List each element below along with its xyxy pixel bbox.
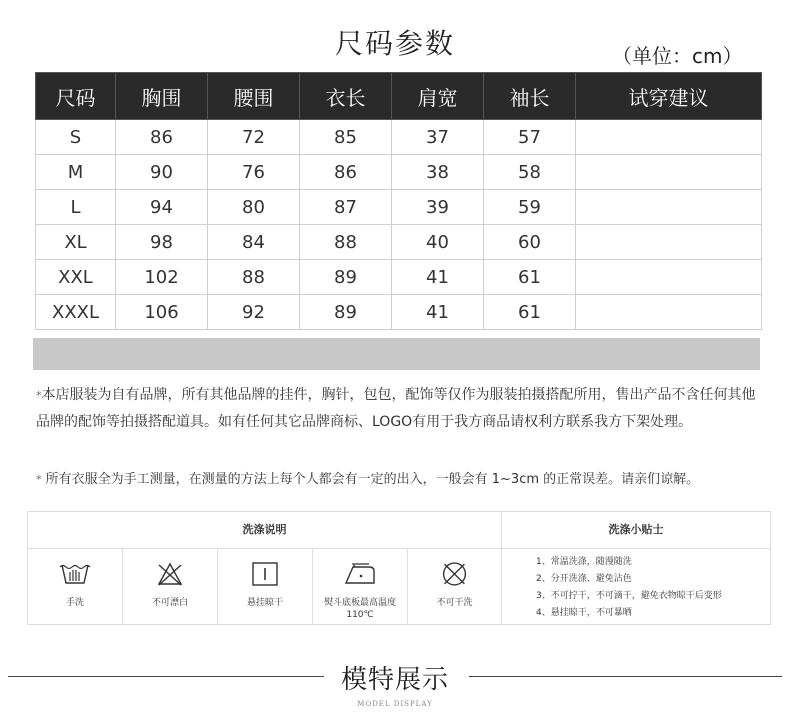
cell-size: L — [36, 190, 116, 225]
table-row — [36, 260, 762, 295]
cell-size: S — [36, 120, 116, 155]
cell-waist: 72 — [208, 120, 300, 155]
cell-fit-advice — [576, 155, 762, 190]
cell-length: 89 — [300, 295, 392, 330]
cell-sleeve: 61 — [484, 260, 576, 295]
cell-length: 85 — [300, 120, 392, 155]
cell-chest: 90 — [116, 155, 208, 190]
unit-label: （单位：cm） — [612, 44, 743, 68]
size-table — [35, 72, 762, 330]
wash-item-hand-wash — [28, 549, 123, 624]
cell-size: XXL — [36, 260, 116, 295]
cell-chest: 86 — [116, 120, 208, 155]
table-row — [36, 295, 762, 330]
iron-icon — [313, 559, 407, 589]
gray-divider-band — [33, 338, 760, 370]
wash-label: 熨斗底板最高温度110℃ — [323, 598, 396, 620]
cell-waist: 92 — [208, 295, 300, 330]
cell-fit-advice — [576, 225, 762, 260]
list-item: 1、常温洗涤，随漫随洗 — [536, 557, 632, 567]
header-sleeve: 袖长 — [484, 73, 576, 120]
cell-sleeve: 58 — [484, 155, 576, 190]
note-star: * — [36, 389, 42, 402]
cell-chest: 106 — [116, 295, 208, 330]
cell-waist: 80 — [208, 190, 300, 225]
wash-item-hang-dry — [218, 549, 313, 624]
section-title: 模特展示 — [340, 665, 449, 695]
cell-fit-advice — [576, 190, 762, 225]
no-dry-clean-icon — [408, 559, 501, 589]
cell-shoulder: 41 — [392, 295, 484, 330]
cell-length: 89 — [300, 260, 392, 295]
header-size: 尺码 — [36, 73, 116, 120]
cell-size: M — [36, 155, 116, 190]
wash-label: 不可干洗 — [436, 598, 473, 608]
measurement-note — [36, 467, 776, 493]
cell-chest: 94 — [116, 190, 208, 225]
no-bleach-icon — [123, 559, 217, 589]
cell-waist: 88 — [208, 260, 300, 295]
wash-item-no-bleach — [123, 549, 218, 624]
note-star: * — [36, 473, 42, 486]
brand-disclaimer-text: 本店服装为自有品牌，所有其他品牌的挂件，胸针，包包，配饰等仅作为服装拍摄搭配所用，售出产品不含任何其他品牌的配饰等拍摄搭配道具。如有任何其它品牌商标、LOGO有用于我方商品请权利方联系我方下架处理。 — [36, 387, 756, 430]
cell-shoulder: 38 — [392, 155, 484, 190]
cell-shoulder: 39 — [392, 190, 484, 225]
cell-fit-advice — [576, 260, 762, 295]
table-row — [36, 225, 762, 260]
cell-length: 86 — [300, 155, 392, 190]
wash-item-iron — [313, 549, 408, 624]
table-row — [36, 190, 762, 225]
hand-wash-icon — [28, 559, 122, 589]
list-item: 3、不可拧干，不可滴干，避免衣物晾干后变形 — [536, 591, 722, 601]
wash-tips-header: 洗涤小贴士 — [502, 512, 770, 549]
cell-sleeve: 57 — [484, 120, 576, 155]
cell-size: XXXL — [36, 295, 116, 330]
cell-shoulder: 41 — [392, 260, 484, 295]
cell-shoulder: 40 — [392, 225, 484, 260]
header-shoulder: 肩宽 — [392, 73, 484, 120]
cell-sleeve: 60 — [484, 225, 576, 260]
cell-sleeve: 59 — [484, 190, 576, 225]
wash-label: 悬挂晾干 — [246, 598, 283, 608]
cell-fit-advice — [576, 120, 762, 155]
cell-sleeve: 61 — [484, 295, 576, 330]
page-title: 尺码参数 — [334, 27, 455, 60]
list-item: 2、分开洗涤、避免沾色 — [536, 574, 632, 584]
cell-fit-advice — [576, 295, 762, 330]
cell-waist: 76 — [208, 155, 300, 190]
header-waist: 腰围 — [208, 73, 300, 120]
header-fit-advice: 试穿建议 — [576, 73, 762, 120]
cell-waist: 84 — [208, 225, 300, 260]
cell-length: 87 — [300, 190, 392, 225]
measurement-note-text: 所有衣服全为手工测量，在测量的方法上每个人都会有一定的出入，一般会有 1~3cm 的正常误差。请亲们谅解。 — [45, 472, 700, 487]
wash-tips-list — [502, 549, 770, 624]
cell-size: XL — [36, 225, 116, 260]
size-table-header — [36, 73, 762, 120]
cell-length: 88 — [300, 225, 392, 260]
table-row — [36, 155, 762, 190]
header-length: 衣长 — [300, 73, 392, 120]
cell-chest: 98 — [116, 225, 208, 260]
list-item: 4、悬挂晾干，不可暴晒 — [536, 608, 632, 618]
wash-instructions-header: 洗涤说明 — [28, 512, 502, 549]
cell-shoulder: 37 — [392, 120, 484, 155]
wash-label: 不可漂白 — [151, 598, 188, 608]
brand-disclaimer — [36, 382, 761, 435]
header-chest: 胸围 — [116, 73, 208, 120]
table-row — [36, 120, 762, 155]
wash-label: 手洗 — [65, 598, 84, 608]
section-subtitle: MODEL DISPLAY — [357, 700, 433, 708]
wash-item-no-dry-clean — [408, 549, 502, 624]
cell-chest: 102 — [116, 260, 208, 295]
hang-dry-icon — [218, 559, 312, 589]
wash-care-panel — [27, 511, 771, 625]
